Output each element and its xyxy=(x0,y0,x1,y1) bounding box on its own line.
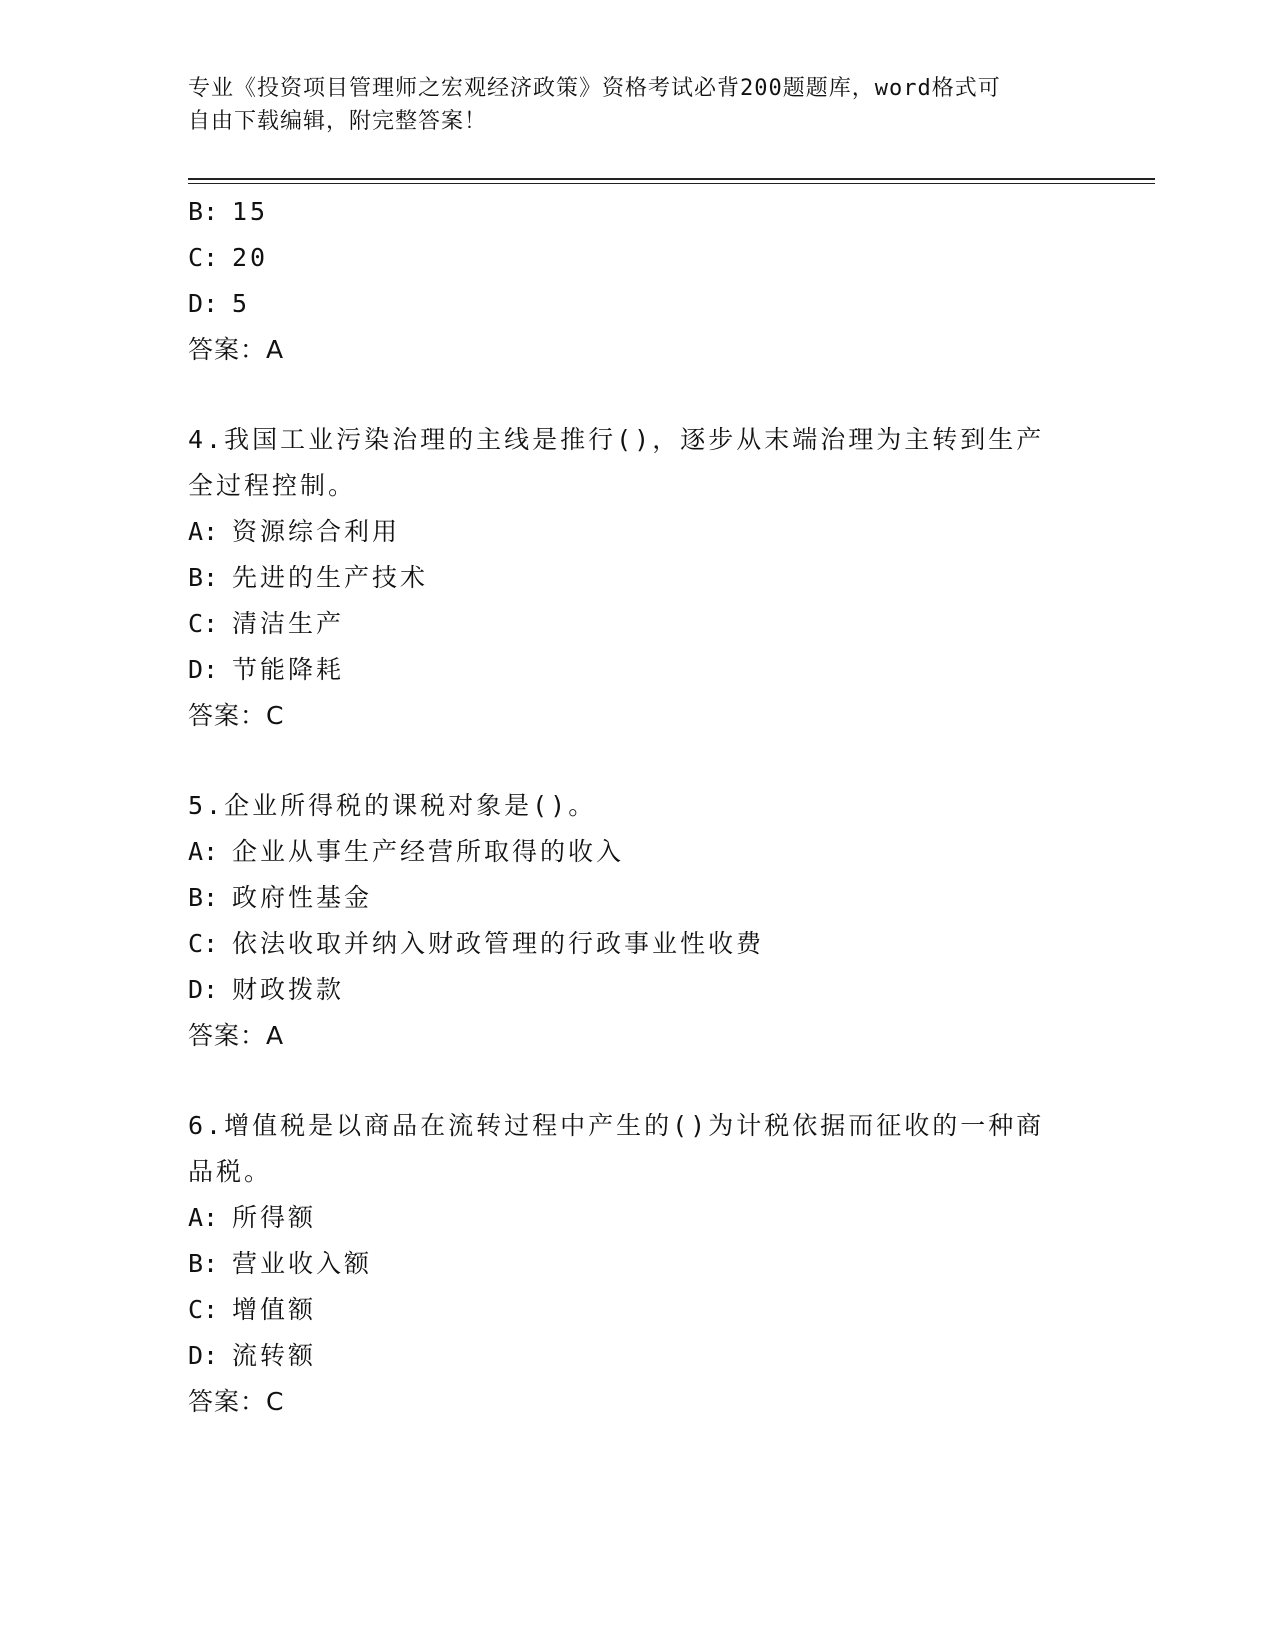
header-divider-thick xyxy=(188,178,1155,180)
option-b: B: 15 xyxy=(188,197,269,226)
question-list xyxy=(188,189,1088,1425)
document-header xyxy=(188,72,1068,138)
option-d: D: 财政拨款 xyxy=(188,975,345,1004)
question-6 xyxy=(188,1103,1088,1425)
option-a: A: 企业从事生产经营所取得的收入 xyxy=(188,837,625,866)
option-d: D: 流转额 xyxy=(188,1341,317,1370)
option-d: D: 5 xyxy=(188,289,251,318)
option-b: B: 营业收入额 xyxy=(188,1249,373,1278)
answer-line: 答案：A xyxy=(188,1021,285,1050)
option-b: B: 政府性基金 xyxy=(188,883,373,912)
answer-line: 答案：C xyxy=(188,1387,285,1416)
option-a: A: 所得额 xyxy=(188,1203,317,1232)
question-5 xyxy=(188,783,1088,1059)
option-a: A: 资源综合利用 xyxy=(188,517,401,546)
answer-line: 答案：C xyxy=(188,701,285,730)
question-text-cont: 全过程控制。 xyxy=(188,471,357,500)
question-fragment xyxy=(188,189,1088,373)
option-c: C: 20 xyxy=(188,243,269,272)
option-c: C: 增值额 xyxy=(188,1295,317,1324)
header-divider-thin xyxy=(188,183,1155,184)
header-line-2: 自由下载编辑，附完整答案！ xyxy=(188,109,488,134)
question-text: 4.我国工业污染治理的主线是推行()，逐步从末端治理为主转到生产 xyxy=(188,425,1045,454)
question-text-cont: 品税。 xyxy=(188,1157,273,1186)
question-4 xyxy=(188,417,1088,739)
option-c: C: 依法收取并纳入财政管理的行政事业性收费 xyxy=(188,929,765,958)
answer-line: 答案：A xyxy=(188,335,285,364)
option-b: B: 先进的生产技术 xyxy=(188,563,429,592)
question-text: 6.增值税是以商品在流转过程中产生的()为计税依据而征收的一种商 xyxy=(188,1111,1045,1140)
header-line-1: 专业《投资项目管理师之宏观经济政策》资格考试必背200题题库，word格式可 xyxy=(188,76,1001,101)
option-c: C: 清洁生产 xyxy=(188,609,345,638)
question-text: 5.企业所得税的课税对象是()。 xyxy=(188,791,597,820)
option-d: D: 节能降耗 xyxy=(188,655,345,684)
